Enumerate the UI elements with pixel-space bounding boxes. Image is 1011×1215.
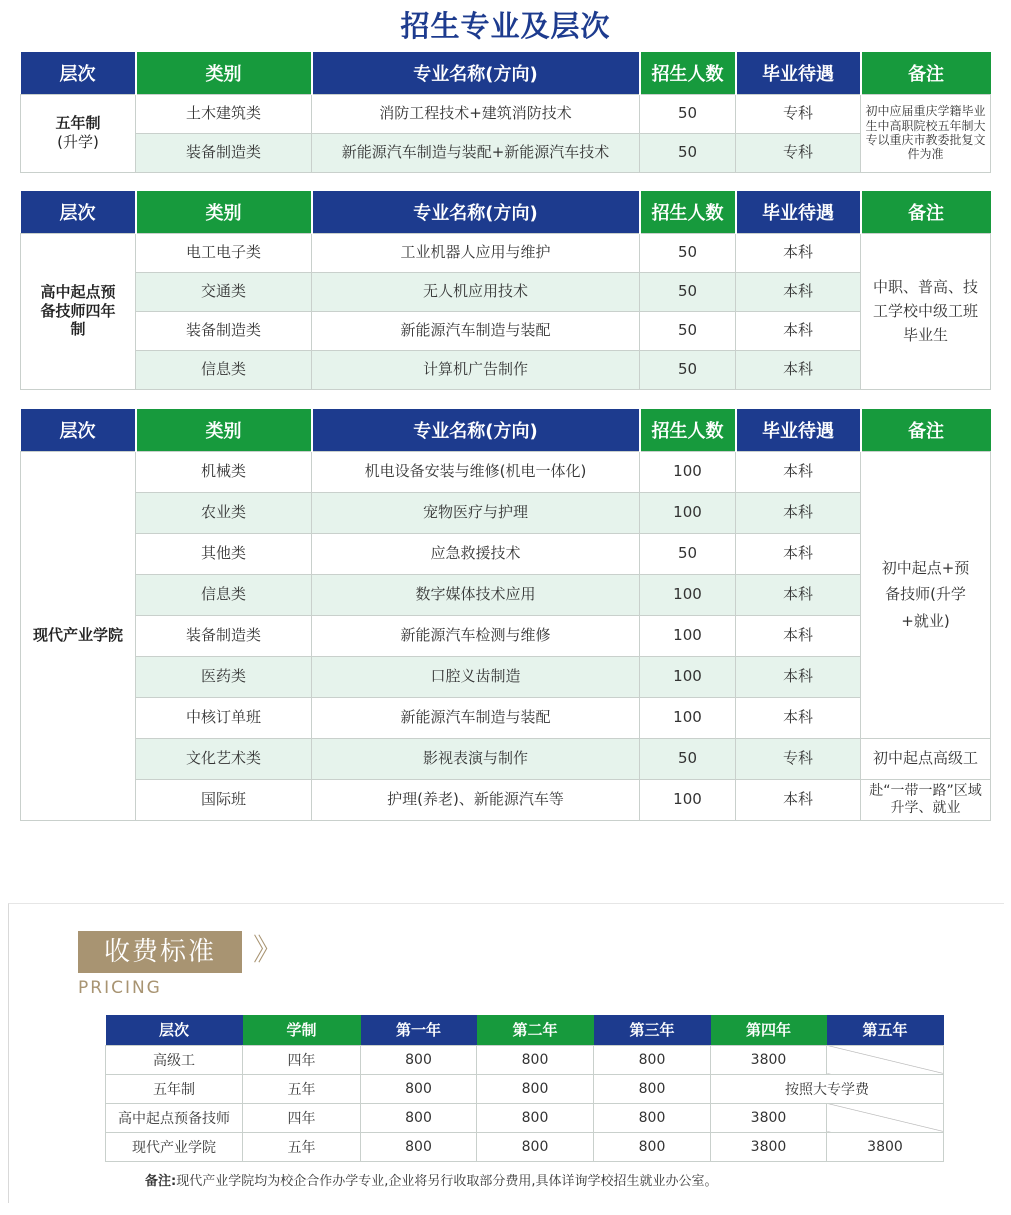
category-cell: 文化艺术类 [136, 738, 312, 779]
major-cell: 消防工程技术+建筑消防技术 [312, 94, 640, 133]
treatment-cell: 本科 [736, 533, 861, 574]
major-cell: 工业机器人应用与维护 [312, 233, 640, 272]
page-title: 招生专业及层次 [400, 9, 611, 43]
treatment-cell: 专科 [736, 94, 861, 133]
treatment-cell: 专科 [736, 133, 861, 172]
category-cell: 机械类 [136, 451, 312, 492]
count-cell: 50 [640, 233, 736, 272]
treatment-cell: 本科 [736, 451, 861, 492]
count-cell: 100 [640, 656, 736, 697]
count-cell: 50 [640, 133, 736, 172]
header-category: 类别 [136, 191, 312, 233]
major-cell: 宠物医疗与护理 [312, 492, 640, 533]
treatment-cell: 专科 [736, 738, 861, 779]
header-note: 备注 [861, 191, 991, 233]
treatment-cell: 本科 [736, 492, 861, 533]
pricing-year4-cell: 3800 [711, 1045, 827, 1074]
pricing-year1-cell: 800 [361, 1103, 477, 1132]
pricing-row [106, 1074, 944, 1103]
category-cell: 农业类 [136, 492, 312, 533]
table-row [21, 272, 991, 311]
pricing-header-year2: 第二年 [477, 1015, 594, 1045]
major-cell: 护理(养老)、新能源汽车等 [312, 779, 640, 820]
table-row [21, 451, 991, 492]
treatment-cell: 本科 [736, 574, 861, 615]
table-row [21, 697, 991, 738]
count-cell: 100 [640, 779, 736, 820]
header-category: 类别 [136, 52, 312, 94]
major-cell: 机电设备安装与维修(机电一体化) [312, 451, 640, 492]
count-cell: 50 [640, 272, 736, 311]
pricing-year2-cell: 800 [477, 1132, 594, 1161]
table-header-row [21, 409, 991, 451]
header-major: 专业名称(方向) [312, 191, 640, 233]
pricing-row [106, 1132, 944, 1161]
pricing-header-years: 学制 [243, 1015, 361, 1045]
header-count: 招生人数 [640, 191, 736, 233]
count-cell: 50 [640, 738, 736, 779]
level-label: 五年制 [55, 114, 101, 133]
pricing-year1-cell: 800 [361, 1132, 477, 1161]
header-treatment: 毕业待遇 [736, 409, 861, 451]
table-row [21, 779, 991, 820]
pricing-year3-cell: 800 [594, 1103, 711, 1132]
pricing-years-cell: 四年 [243, 1045, 361, 1074]
treatment-cell: 本科 [736, 272, 861, 311]
count-cell: 100 [640, 615, 736, 656]
category-cell: 装备制造类 [136, 133, 312, 172]
header-count: 招生人数 [640, 52, 736, 94]
count-cell: 50 [640, 311, 736, 350]
pricing-year3-cell: 800 [594, 1045, 711, 1074]
header-count: 招生人数 [640, 409, 736, 451]
pricing-table [105, 1015, 944, 1162]
pricing-level-cell: 高级工 [106, 1045, 243, 1074]
pricing-year4-cell: 3800 [711, 1103, 827, 1132]
header-category: 类别 [136, 409, 312, 451]
treatment-cell: 本科 [736, 697, 861, 738]
pricing-header-year4: 第四年 [711, 1015, 827, 1045]
header-note: 备注 [861, 409, 991, 451]
table-row [21, 133, 991, 172]
category-cell: 土木建筑类 [136, 94, 312, 133]
major-cell: 影视表演与制作 [312, 738, 640, 779]
table-row [21, 492, 991, 533]
header-level: 层次 [21, 52, 136, 94]
table-row [21, 738, 991, 779]
pricing-year3-cell: 800 [594, 1074, 711, 1103]
major-cell: 计算机广告制作 [312, 350, 640, 389]
note-cell-international: 赴“一带一路”区域升学、就业 [861, 779, 991, 820]
count-cell: 100 [640, 492, 736, 533]
table-row [21, 311, 991, 350]
pricing-year45-cell: 按照大专学费 [711, 1074, 944, 1103]
pricing-level-cell: 五年制 [106, 1074, 243, 1103]
category-cell: 医药类 [136, 656, 312, 697]
table-row [21, 350, 991, 389]
header-treatment: 毕业待遇 [736, 191, 861, 233]
count-cell: 50 [640, 350, 736, 389]
pricing-year1-cell: 800 [361, 1045, 477, 1074]
treatment-cell: 本科 [736, 311, 861, 350]
pricing-level-cell: 现代产业学院 [106, 1132, 243, 1161]
category-cell: 交通类 [136, 272, 312, 311]
major-cell: 口腔义齿制造 [312, 656, 640, 697]
major-cell: 新能源汽车检测与维修 [312, 615, 640, 656]
pricing-row [106, 1045, 944, 1074]
major-cell: 应急救援技术 [312, 533, 640, 574]
count-cell: 50 [640, 94, 736, 133]
footnote-label: 备注: [145, 1174, 177, 1189]
pricing-year2-cell: 800 [477, 1045, 594, 1074]
pricing-years-cell: 四年 [243, 1103, 361, 1132]
pricing-years-cell: 五年 [243, 1132, 361, 1161]
pricing-year1-cell: 800 [361, 1074, 477, 1103]
pricing-footnote [145, 1170, 717, 1189]
header-treatment: 毕业待遇 [736, 52, 861, 94]
treatment-cell: 本科 [736, 656, 861, 697]
admission-table-senior-technician [20, 191, 991, 390]
pricing-header-level: 层次 [106, 1015, 243, 1045]
table-row [21, 656, 991, 697]
level-sub-label: (升学) [57, 133, 99, 151]
table-header-row [21, 191, 991, 233]
pricing-badge: 收费标准 [78, 931, 242, 973]
pricing-year2-cell: 800 [477, 1103, 594, 1132]
pricing-year5-cell: 3800 [827, 1132, 944, 1161]
table-header-row [21, 52, 991, 94]
table-row [21, 94, 991, 133]
pricing-subtitle: PRICING [78, 978, 162, 998]
pricing-header-row [106, 1015, 944, 1045]
pricing-header-year5: 第五年 [827, 1015, 944, 1045]
level-cell [21, 94, 136, 172]
major-cell: 新能源汽车制造与装配 [312, 697, 640, 738]
admission-table-five-year [20, 52, 991, 173]
treatment-cell: 本科 [736, 233, 861, 272]
pricing-years-cell: 五年 [243, 1074, 361, 1103]
level-cell: 高中起点预备技师四年制 [21, 233, 136, 389]
header-level: 层次 [21, 409, 136, 451]
count-cell: 50 [640, 533, 736, 574]
category-cell: 信息类 [136, 574, 312, 615]
table-row [21, 533, 991, 574]
major-cell: 新能源汽车制造与装配+新能源汽车技术 [312, 133, 640, 172]
admission-table-industry-college [20, 409, 991, 821]
major-cell: 数字媒体技术应用 [312, 574, 640, 615]
treatment-cell: 本科 [736, 350, 861, 389]
pricing-header-year3: 第三年 [594, 1015, 711, 1045]
count-cell: 100 [640, 451, 736, 492]
category-cell: 国际班 [136, 779, 312, 820]
major-cell: 无人机应用技术 [312, 272, 640, 311]
table-row [21, 233, 991, 272]
count-cell: 100 [640, 697, 736, 738]
category-cell: 中核订单班 [136, 697, 312, 738]
pricing-year2-cell: 800 [477, 1074, 594, 1103]
header-major: 专业名称(方向) [312, 52, 640, 94]
category-cell: 装备制造类 [136, 311, 312, 350]
note-cell-art: 初中起点高级工 [861, 738, 991, 779]
pricing-year4-cell: 3800 [711, 1132, 827, 1161]
treatment-cell: 本科 [736, 615, 861, 656]
category-cell: 装备制造类 [136, 615, 312, 656]
footnote-text: 现代产业学院均为校企合作办学专业,企业将另行收取部分费用,具体详询学校招生就业办公室。 [176, 1174, 718, 1189]
pricing-year5-empty-cell [827, 1045, 944, 1074]
major-cell: 新能源汽车制造与装配 [312, 311, 640, 350]
pricing-year5-empty-cell [827, 1103, 944, 1132]
header-major: 专业名称(方向) [312, 409, 640, 451]
note-cell: 初中起点+预备技师(升学+就业) [861, 451, 991, 738]
note-cell: 中职、普高、技工学校中级工班毕业生 [861, 233, 991, 389]
category-cell: 其他类 [136, 533, 312, 574]
header-level: 层次 [21, 191, 136, 233]
note-cell: 初中应届重庆学籍毕业生中高职院校五年制大专以重庆市教委批复文件为准 [861, 94, 991, 172]
pricing-year3-cell: 800 [594, 1132, 711, 1161]
pricing-header-year1: 第一年 [361, 1015, 477, 1045]
count-cell: 100 [640, 574, 736, 615]
category-cell: 电工电子类 [136, 233, 312, 272]
treatment-cell: 本科 [736, 779, 861, 820]
pricing-row [106, 1103, 944, 1132]
level-cell: 现代产业学院 [21, 451, 136, 820]
table-row [21, 574, 991, 615]
pricing-level-cell: 高中起点预备技师 [106, 1103, 243, 1132]
chevron-right-icon: 》 [253, 933, 283, 968]
header-note: 备注 [861, 52, 991, 94]
table-row [21, 615, 991, 656]
category-cell: 信息类 [136, 350, 312, 389]
